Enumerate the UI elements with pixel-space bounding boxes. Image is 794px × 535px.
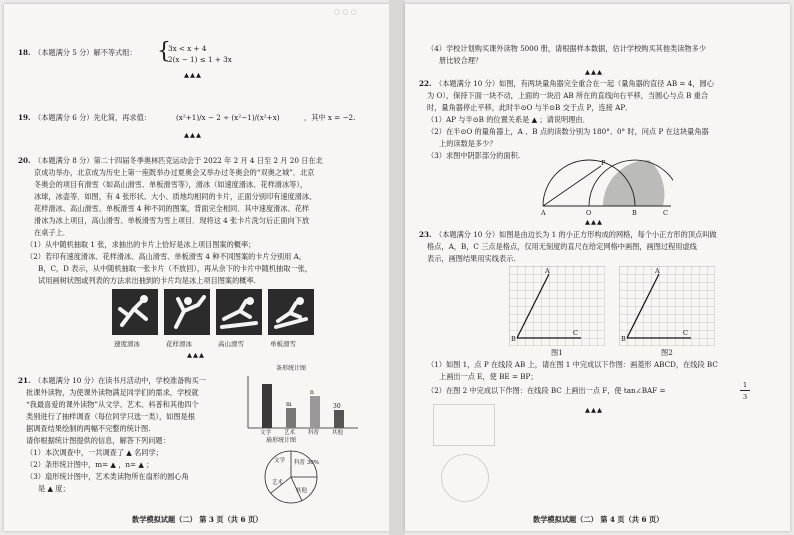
card-label-figure-skating: 花样滑冰 [166, 340, 192, 348]
card-snowboarding [268, 289, 314, 335]
pie-label-other: 其他 [296, 488, 308, 494]
q21-line-4: 类别进行了抽样调查（每位同学只选一类），如图是根 [26, 412, 195, 421]
q20-number: 20. [18, 156, 31, 165]
bar-science [310, 396, 320, 428]
fraction-denominator: 3 [743, 393, 748, 401]
q20-line-5: 花样滑冰、高山滑雪、单板滑雪 4 种不同的图案，背面完全相同．其中速度滑冰、花样 [34, 204, 310, 213]
q22-answer-marks: ▲▲▲ [585, 218, 603, 226]
q21-sub2: （2）条形统计图中，m= ▲ ，n= ▲ ； [26, 460, 154, 469]
q20-line-1: （本题满分 8 分）第二十四届冬季奥林匹克运动会于 2022 年 2 月 4 日至 2 月 20 日在北 [34, 156, 323, 165]
bar-category-other: 其他 [332, 430, 344, 436]
q22-number: 22. [419, 79, 432, 88]
figure-1-caption: 图1 [551, 348, 563, 357]
bar-category-literature: 文学 [260, 430, 272, 436]
page-4-footer: 数学模拟试题（二） 第 4 页（共 6 页） [533, 515, 664, 524]
point-label-b: B [632, 209, 637, 217]
q20-sub2-line1: （2）若印有速度滑冰、花样滑冰、高山滑雪、单板滑雪 4 种不同图案的卡片分别用 A， [26, 252, 306, 261]
card-figure-skating [164, 289, 210, 335]
snowboarding-icon [268, 289, 314, 335]
q21-sub3-line2: 是 ▲ 度； [38, 484, 70, 493]
q18-answer-marks: ▲▲▲ [184, 71, 202, 79]
figure-2-caption: 图2 [661, 348, 673, 357]
point-label-o: O [586, 209, 592, 217]
grid-figure-1 [509, 266, 605, 346]
fraction-bar [740, 390, 750, 391]
bar-chart [242, 374, 362, 436]
bar-other [334, 410, 344, 428]
bar-literature [262, 384, 272, 428]
q19-number: 19. [18, 113, 31, 122]
q21-sub1: （1）本次调查中，一共调查了 ▲ 名同学； [26, 448, 163, 457]
grid1-label-a: A [545, 267, 550, 275]
bar-label-m: m [286, 401, 292, 408]
bar-chart-title: 条形统计图 [276, 365, 307, 372]
q21-line-3: “我最喜爱的课外读物”从文学、艺术、科普和其他四个 [26, 400, 199, 409]
q18-prompt: （本题满分 5 分）解不等式组： [34, 48, 137, 57]
q23-sub2: （2）在图 2 中完成以下作图：在线段 BC 上画出一点 F，使 tan∠BAF = [427, 386, 666, 395]
fraction-numerator: 1 [743, 381, 748, 389]
q20-sub1: （1）从中随机抽取 1 张，求抽出的卡片上恰好是冰上项目图案的概率； [26, 240, 256, 249]
speed-skating-icon [112, 289, 158, 335]
q22-line-1: （本题满分 10 分）如图，有两块量角器完全重合在一起（量角器的直径 AB = 4，圆心 [435, 79, 714, 88]
figure-skating-icon [164, 289, 210, 335]
binding-gutter [389, 0, 405, 535]
q18-number: 18. [18, 48, 31, 57]
q21-number: 21. [18, 376, 31, 385]
q20-line-3: 冬奥会的项目有滑雪（如高山滑雪、单板滑雪等），滑冰（如速度滑冰、花样滑冰等）， [34, 180, 308, 189]
q19-expression: (x²+1)/x − 2 ÷ (x²−1)/(x²+x) [176, 113, 280, 122]
q21-sub4-line2: 册比较合理？ [439, 56, 483, 65]
q21-line-6: 请你根据统计图提供的信息，解答下列问题： [26, 436, 170, 445]
grid2-label-a: A [655, 267, 660, 275]
q23-line-1: （本题满分 10 分）如图是由边长为 1 的小正方形构成的网格，每个小正方形的顶点叫做 [435, 230, 717, 239]
grid1-label-b: B [511, 335, 516, 343]
bar-art [286, 408, 296, 428]
q21-answer-marks: ▲▲▲ [585, 68, 603, 76]
q22-sub2-line2: 上的读数是多少？ [439, 139, 497, 148]
q21-line-1: （本题满分 10 分）在读书月活动中，学校准备购买一 [34, 376, 206, 385]
bar-category-science: 科普 [308, 430, 320, 436]
bar-label-other: 30 [333, 403, 341, 410]
bar-category-art: 艺术 [284, 430, 296, 436]
card-speed-skating [112, 289, 158, 335]
q23-answer-marks: ▲▲▲ [585, 406, 603, 414]
q22-line-2: 为 O），保持下面一块不动，上面的一块沿 AB 所在的直线向右平移，当圆心与点 B 重合 [427, 91, 709, 100]
q20-sub2-line2: B，C，D 表示，从中随机抽取一张卡片（不放回），再从余下的卡片中随机抽取一张， [38, 264, 312, 273]
pie-label-literature: 文学 [274, 458, 286, 464]
grid2-label-c: C [683, 329, 688, 337]
page-3 [4, 4, 389, 531]
grid2-label-b: B [621, 335, 626, 343]
point-label-a: A [541, 209, 546, 217]
bleed-through-text: ○ ○ ○ [334, 8, 357, 16]
card-label-snowboarding: 单板滑雪 [270, 340, 296, 348]
bleed-through-figure [433, 404, 495, 446]
q20-line-6: 滑冰为冰上项目，高山滑雪、单板滑雪为雪上项目．现将这 4 张卡片洗匀后正面向下放 [34, 216, 310, 225]
q22-sub3: （3）求图中阴影部分的面积. [427, 151, 521, 160]
q23-line-2: 格点，A，B，C 三点是格点，仅用无刻度的直尺在给定网格中画图，画图过程用虚线 [427, 242, 697, 251]
q19-answer-marks: ▲▲▲ [184, 131, 202, 139]
q21-line-5: 据调查结果绘制的两幅不完整的统计图. [26, 424, 151, 433]
q20-line-7: 在桌子上． [34, 228, 70, 237]
q21-sub4-line1: （4）学校计划购买课外读物 5000 册，请根据样本数据，估计学校购买其他类读物多少 [427, 44, 707, 53]
pie-label-science: 科普 30% [294, 460, 319, 466]
pie-chart-title: 扇形统计图 [266, 437, 297, 444]
q20-sub2-line3: 试用画树状图或列表的方法求出抽到的卡片均是冰上项目图案的概率. [38, 276, 256, 285]
q20-line-2: 京成功举办，北京成为历史上第一座既举办过夏奥会又举办过冬奥会的“双奥之城”．北京 [34, 168, 315, 177]
point-label-p: P [601, 159, 606, 167]
q18-brace: { [157, 39, 171, 64]
grid1-label-c: C [573, 329, 578, 337]
q22-sub1: （1）AP 与半⊙B 的位置关系是 ▲ ；请说明理由． [427, 115, 590, 124]
q22-sub2-line1: （2）在半⊙O 的量角器上，A 、B 点的读数分别为 180°、0° 时，问点 P 在这块量角器 [427, 127, 709, 136]
page-3-footer: 数学模拟试题（二） 第 3 页（共 6 页） [132, 515, 263, 524]
bleed-through-circle [441, 454, 489, 502]
q23-number: 23. [419, 230, 432, 239]
q20-answer-marks: ▲▲▲ [187, 351, 205, 359]
q21-line-2: 批课外读物，为使课外读物满足同学们的需求，学校就 [26, 388, 199, 397]
grid-figure-2 [619, 266, 715, 346]
q20-line-4: 冰球，冰壶等．如图，有 4 张形状、大小、质地均相同的卡片，正面分别印有速度滑冰、 [34, 192, 317, 201]
point-label-c: C [663, 209, 668, 217]
page-4 [405, 4, 790, 531]
bar-label-n: n [310, 389, 314, 396]
q23-sub1-line1: （1）如图 1，点 P 在线段 AB 上，请在图 1 中完成以下作图：画菱形 ABCD，在线段 BC [427, 360, 718, 369]
q21-sub3-line1: （3）扇形统计图中，艺术类读物所在扇形的圆心角 [26, 472, 189, 481]
q23-sub1-line2: 上画出一点 E，使 BE = BP； [439, 372, 538, 381]
card-label-alpine-skiing: 高山滑雪 [218, 340, 244, 348]
card-label-speed-skating: 速度滑冰 [114, 340, 140, 348]
q18-ineq1: 3x < x + 4 [168, 44, 207, 53]
q22-line-3: 时，量角器停止平移，此时半⊙O 与半⊙B 交于点 P，连接 AP． [427, 103, 633, 112]
pie-label-art: 艺术 [272, 480, 284, 486]
q18-ineq2: 2(x − 1) ≤ 1 + 3x [168, 55, 232, 64]
q19-prompt: （本题满分 6 分）先化简，再求值： [34, 113, 151, 122]
q23-line-3: 表示，画图结果用实线表示. [427, 254, 516, 263]
pie-chart [262, 448, 320, 506]
card-alpine-skiing [216, 289, 262, 335]
q19-condition: ，其中 x = −2. [304, 113, 356, 122]
alpine-skiing-icon [216, 289, 262, 335]
